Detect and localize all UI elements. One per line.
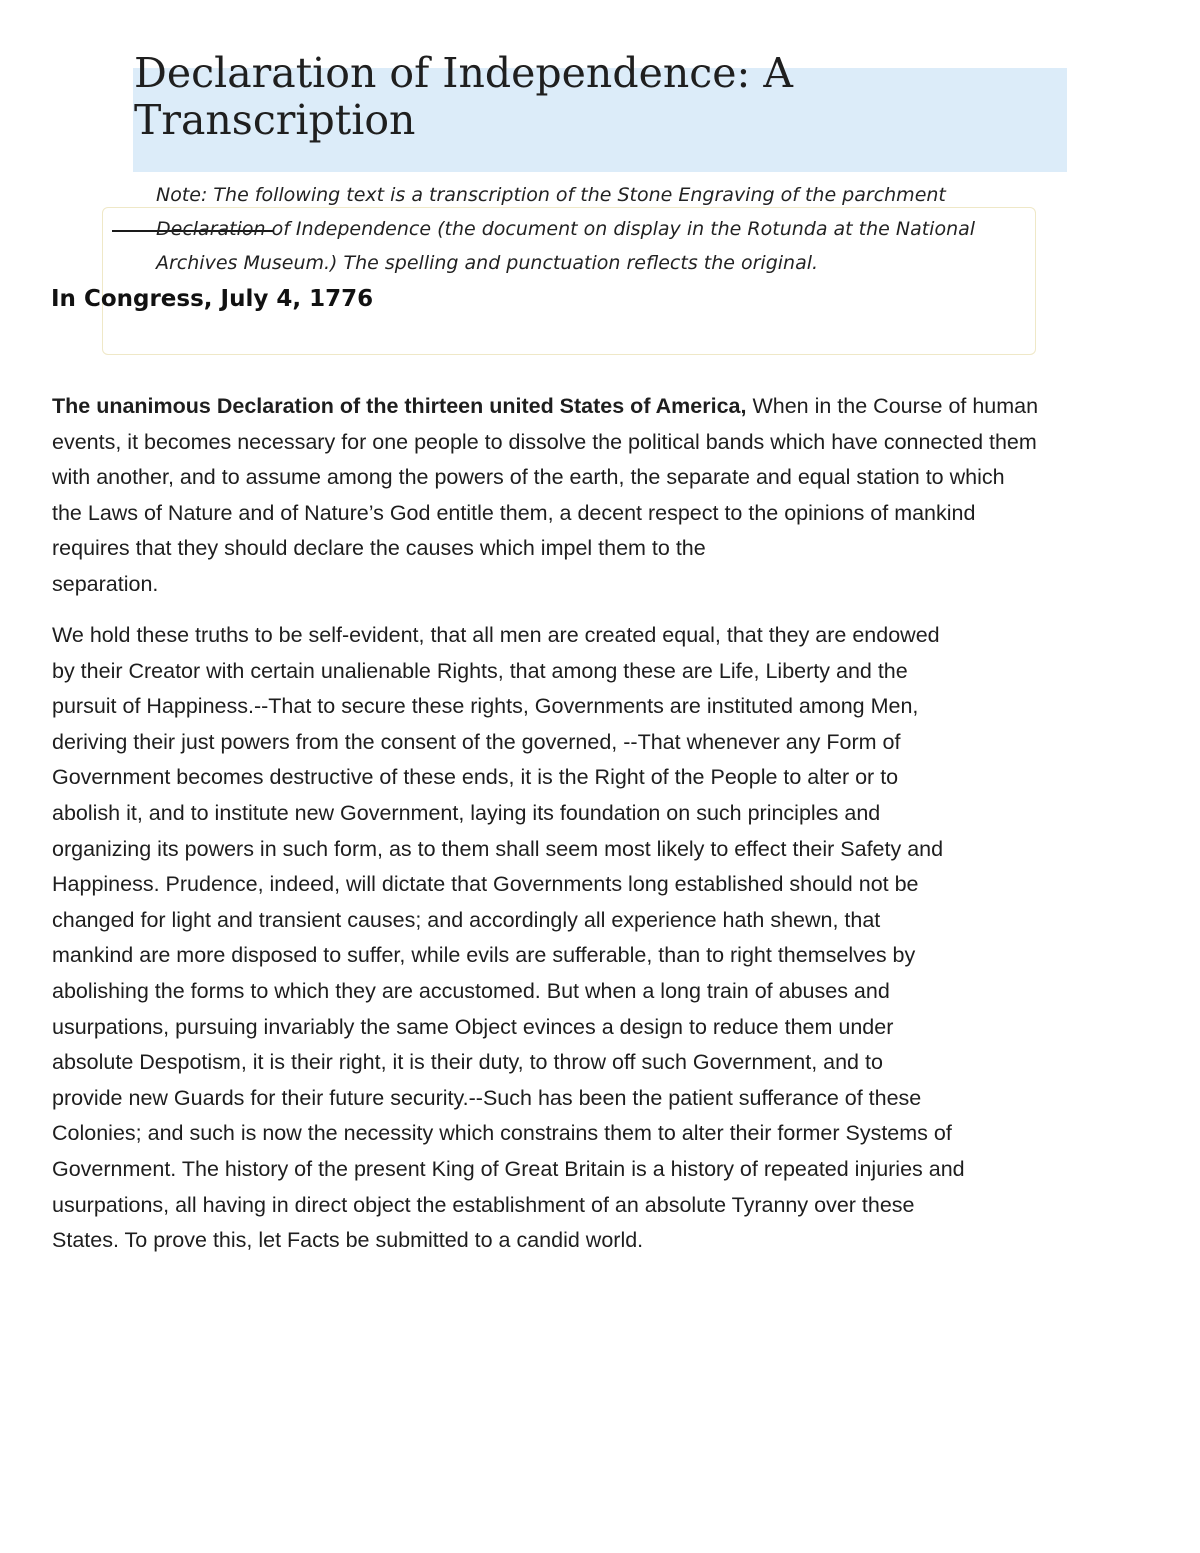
paragraph-line: Government. The history of the present King of Great Britain is a history of repeated injuries and [52, 1156, 965, 1181]
paragraph-line: changed for light and transient causes; and accordingly all experience hath shewn, that [52, 907, 881, 932]
section-heading: In Congress, July 4, 1776 [51, 286, 374, 312]
transcription-note [156, 178, 1036, 280]
paragraph-line: with another, and to assume among the powers of the earth, the separate and equal station to which [52, 465, 1005, 490]
paragraph-line: separation. [52, 571, 159, 596]
paragraph-line: deriving their just powers from the consent of the governed, --That whenever any Form of [52, 729, 901, 754]
paragraph-line: absolute Despotism, it is their right, it is their duty, to throw off such Government, and to [52, 1050, 883, 1075]
paragraph-line: events, it becomes necessary for one people to dissolve the political bands which have connected them [52, 429, 1037, 454]
paragraph-line: the Laws of Nature and of Nature’s God entitle them, a decent respect to the opinions of mankind [52, 500, 976, 525]
lead-rest: When in the Course of human [746, 394, 1039, 418]
paragraph-line: Happiness. Prudence, indeed, will dictate that Governments long established should not be [52, 872, 919, 897]
page-title: Declaration of Independence: A Transcription [134, 49, 793, 144]
paragraph-line: Colonies; and such is now the necessity which constrains them to alter their former Systems of [52, 1121, 952, 1146]
paragraph-line: organizing its powers in such form, as to them shall seem most likely to effect their Safety and [52, 836, 944, 861]
paragraph-line: pursuit of Happiness.--That to secure these rights, Governments are instituted among Men, [52, 694, 919, 719]
paragraph-line: requires that they should declare the causes which impel them to the [52, 536, 706, 561]
paragraph-line: usurpations, all having in direct object the establishment of an absolute Tyranny over these [52, 1192, 915, 1217]
paragraph-line: mankind are more disposed to suffer, while evils are sufferable, than to right themselves by [52, 943, 916, 968]
paragraph-line: We hold these truths to be self-evident, that all men are created equal, that they are endowed [52, 623, 940, 647]
lead-text: The unanimous Declaration of the thirteen united States of America, [52, 394, 747, 418]
paragraph-line: abolish it, and to institute new Government, laying its foundation on such principles and [52, 800, 881, 825]
paragraph-line: States. To prove this, let Facts be submitted to a candid world. [52, 1228, 644, 1253]
paragraph-line: Government becomes destructive of these ends, it is the Right of the People to alter or to [52, 765, 899, 790]
paragraph-line: usurpations, pursuing invariably the same Object evinces a design to reduce them under [52, 1014, 894, 1039]
paragraph-preamble [52, 389, 1152, 603]
paragraph-truths [52, 618, 1152, 1259]
paragraph-line: provide new Guards for their future security.--Such has been the patient sufferance of these [52, 1085, 922, 1110]
paragraph-line: abolishing the forms to which they are accustomed. But when a long train of abuses and [52, 978, 890, 1003]
paragraph-line [52, 389, 1152, 425]
paragraph-line: by their Creator with certain unalienable Rights, that among these are Life, Liberty and the [52, 658, 908, 683]
note-line: Declaration of Independence (the document on display in the Rotunda at the National [156, 218, 976, 240]
note-line: Archives Museum.) The spelling and punctuation reflects the original. [156, 252, 819, 274]
note-line: Note: The following text is a transcription of the Stone Engraving of the parchment [156, 184, 946, 206]
